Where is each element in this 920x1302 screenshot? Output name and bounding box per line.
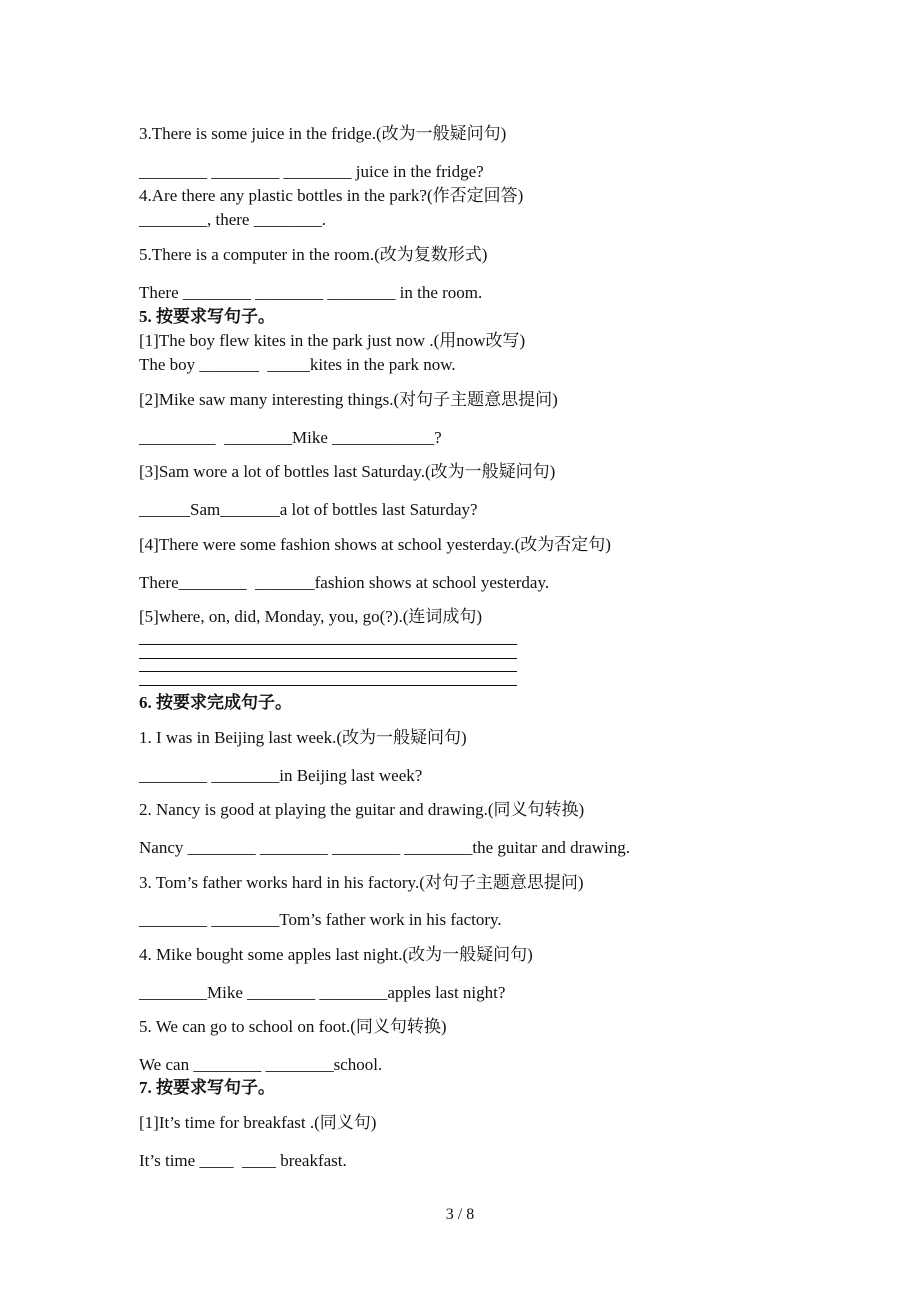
s5-q3-prompt: [3]Sam wore a lot of bottles last Saturday.(改为一般疑问句) [139, 462, 556, 481]
q5-prompt: 5.There is a computer in the room.(改为复数形式) [139, 245, 488, 264]
s6-q5-prompt: 5. We can go to school on foot.(同义句转换) [139, 1017, 447, 1036]
s5-q2-answer: _________ ________Mike ____________? [139, 428, 442, 447]
answer-rule [139, 658, 517, 659]
s6-q4-answer: ________Mike ________ ________apples last night? [139, 983, 506, 1002]
s6-q5-answer: We can ________ ________school. [139, 1055, 383, 1074]
q3-answer: ________ ________ ________ juice in the fridge? [139, 162, 484, 181]
answer-rule [139, 644, 517, 645]
section-7-heading: 7. 按要求写句子。 [139, 1078, 275, 1097]
s6-q3-answer: ________ ________Tom’s father work in his factory. [139, 910, 502, 929]
answer-rule [139, 685, 517, 686]
s7-q1-answer: It’s time ____ ____ breakfast. [139, 1151, 347, 1170]
q4-answer: ________, there ________. [139, 210, 326, 229]
s5-q5-prompt: [5]where, on, did, Monday, you, go(?).(连词成句) [139, 607, 483, 626]
s5-q4-prompt: [4]There were some fashion shows at school yesterday.(改为否定句) [139, 535, 611, 554]
page-number: 3 / 8 [445, 1206, 475, 1223]
s5-q2-prompt: [2]Mike saw many interesting things.(对句子主题意思提问) [139, 390, 558, 409]
s6-q4-prompt: 4. Mike bought some apples last night.(改为一般疑问句) [139, 945, 533, 964]
s5-q1-answer: The boy _______ _____kites in the park now. [139, 355, 456, 374]
q4-prompt: 4.Are there any plastic bottles in the park?(作否定回答) [139, 186, 524, 205]
s7-q1-prompt: [1]It’s time for breakfast .(同义句) [139, 1113, 377, 1132]
q3-prompt: 3.There is some juice in the fridge.(改为一般疑问句) [139, 124, 507, 143]
s6-q1-answer: ________ ________in Beijing last week? [139, 766, 423, 785]
s6-q3-prompt: 3. Tom’s father works hard in his factory.(对句子主题意思提问) [139, 873, 584, 892]
s5-q4-answer: There________ _______fashion shows at school yesterday. [139, 573, 550, 592]
section-6-heading: 6. 按要求完成句子。 [139, 693, 292, 712]
s5-q3-answer: ______Sam_______a lot of bottles last Saturday? [139, 500, 478, 519]
s6-q1-prompt: 1. I was in Beijing last week.(改为一般疑问句) [139, 728, 467, 747]
answer-rule [139, 671, 517, 672]
q5-answer: There ________ ________ ________ in the room. [139, 283, 483, 302]
section-5-heading: 5. 按要求写句子。 [139, 307, 275, 326]
s6-q2-prompt: 2. Nancy is good at playing the guitar and drawing.(同义句转换) [139, 800, 585, 819]
s6-q2-answer: Nancy ________ ________ ________ ________the guitar and drawing. [139, 838, 631, 857]
s5-q1-prompt: [1]The boy flew kites in the park just now .(用now改写) [139, 331, 526, 350]
